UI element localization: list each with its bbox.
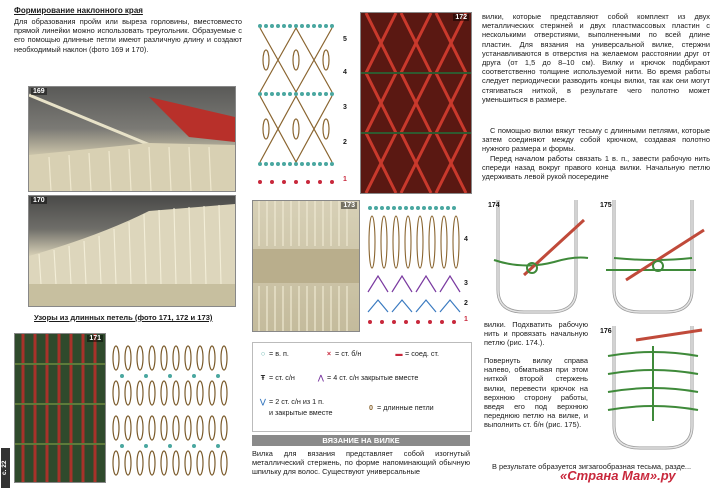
figure-174-number: 174 [488,202,500,209]
col3-bottom-text: Повернуть вилку справа налево, обматывая при этом ниткой второй стержень вилки, перевести крючок на верхнюю сторону работы, введя его под верхнюю переднюю петлю на вилке, и выполнить ст. б/н (рис. 175). [484,356,588,430]
legend-dc2in1-text: = 2 ст. с/н из 1 п. [269,397,325,406]
row-number-mid-3: 3 [464,280,468,287]
legend-slip-stitch [393,349,439,358]
figure-175 [596,200,708,316]
legend-double-crochet [257,373,295,382]
watermark: «Страна Мам».ру [560,468,676,483]
figure-174 [484,200,590,316]
legend-single-crochet [323,349,361,358]
single-crochet-symbol-icon: × [326,349,332,358]
legend-chain-text: = в. п. [269,349,289,358]
photo-169-number: 169 [33,88,45,95]
page-spine [0,0,11,499]
col3-top-text: вилки, которые представляют собой комплект из двух металлических стержней и двух пластмассовых пластин с несколькими отверстиями, выполненными по всей длине пластин. Для вязания на универсальной вилке, стержни устанавливаются в отверстия на желаемом расстоянии друг от друга (от 1,5 до 8–10 см). Вилку и крючок подбирают соответственно толщине используемой нити. Во время работы следует периодически разводить концы вилки, так как они могут стягиваться ниткой, в результате чего полотно может уменьшиться в размере. [482,12,710,104]
double-crochet-symbol-icon: Ŧ [260,373,266,382]
loops-chart-171 [106,338,246,478]
figure-175-number: 175 [600,202,612,209]
photo-170-number: 170 [33,197,45,204]
legend-dc4tog [315,373,418,382]
row-number-mid-2: 2 [464,300,468,307]
legend-dc-text: = ст. с/н [269,373,295,382]
legend-long-loops-text: = длинные петли [377,403,434,412]
chart-173 [364,200,474,330]
chart-172 [252,14,352,190]
row-number-top-2: 2 [343,139,347,146]
loops-caption: Узоры из длинных петель (фото 171, 172 и 173) [34,313,213,322]
legend-sc-text: = ст. б/н [335,349,362,358]
figure-176-number: 176 [600,328,612,335]
photo-172-number: 172 [455,14,467,21]
fork-banner: ВЯЗАНИЕ НА ВИЛКЕ [252,435,470,446]
col3-p3-text: Перед началом работы связать 1 в. п., завести рабочую нить спереди назад вокруг правого конца вилки. Начальную петлю удерживать левой рукой посередине [482,154,710,182]
legend-dc4tog-text: = 4 ст. с/н закрытые вместе [327,373,419,382]
col3-last-text: В результате образуется зигзагообразная тесьма, разде... [492,462,692,471]
legend-dc2in1 [257,397,324,406]
photo-169 [28,86,236,192]
row-number-top-1: 1 [343,176,347,183]
photo-173 [252,200,360,332]
figure-176 [596,326,708,452]
legend-long-loops [365,403,434,412]
fork-text-a: Вилка для вязания представляет собой изогнутый металлический стержень, по форме напоминающий обычную шпильку для волос. Существуют универсальные [252,449,470,477]
page-number: с. 22 [1,448,10,488]
intro-text: Для образования пройм или выреза горловины, вместовместо прямой линейки можно использовать треугольник. Образуемые с его помощью длинные петли имеют различную длину и создают необходимый наклон (фото 169 и 170). [14,17,242,54]
photo-170 [28,195,236,307]
legend-slst-text: = соед. ст. [405,349,439,358]
dc4tog-symbol-icon: ⋀ [318,373,324,382]
col3-mid-text: вилки. Подхватить рабочую нить и провязать начальную петлю (рис. 174.). [484,320,588,348]
photo-172 [360,12,472,194]
row-number-top-4: 4 [343,69,347,76]
photo-171 [14,333,106,483]
row-number-mid-1: 1 [464,316,468,323]
row-number-top-3: 3 [343,104,347,111]
row-number-mid-4: 4 [464,236,468,243]
photo-173-number: 173 [343,202,355,209]
legend-closed-together: и закрытые вместе [269,408,333,417]
section-heading: Формирование наклонного края [14,6,143,15]
photo-171-number: 171 [89,335,101,342]
chain-symbol-icon: ○ [260,349,266,358]
long-loop-symbol-icon: 0 [369,403,373,412]
dc2in1-symbol-icon: ⋁ [260,397,266,406]
slip-stitch-symbol-icon: ▬ [395,349,403,358]
col3-p2-text: С помощью вилки вяжут тесьму с длинными петлями, которые затем соединяют между собой крючком, создавая полотно нужного размера и формы. [482,126,710,154]
symbol-legend [252,342,472,432]
row-number-top-5: 5 [343,36,347,43]
legend-chain [257,349,289,358]
